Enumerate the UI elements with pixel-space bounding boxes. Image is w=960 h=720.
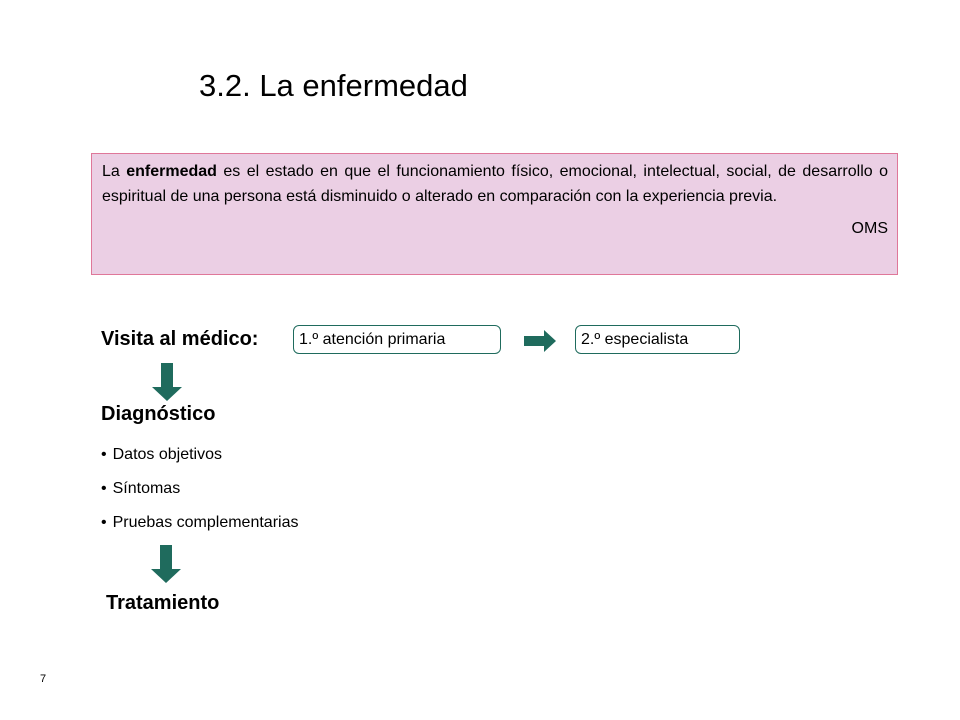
visita-label: Visita al médico: xyxy=(101,328,259,350)
page-number: 7 xyxy=(40,673,47,685)
definition-box xyxy=(91,153,898,275)
definition-source: OMS xyxy=(851,220,888,237)
definition-text xyxy=(102,159,888,209)
bullet: • xyxy=(101,480,107,497)
step-primary-care: 1.º atención primaria xyxy=(293,325,501,354)
diagnostico-title: Diagnóstico xyxy=(101,403,216,425)
list-item xyxy=(101,506,298,540)
step-specialist: 2.º especialista xyxy=(575,325,740,354)
arrow-right-icon xyxy=(524,330,556,352)
list-item-label: Pruebas complementarias xyxy=(112,514,299,531)
tratamiento-title: Tratamiento xyxy=(106,592,220,614)
definition-body: es el estado en que el funcionamiento físico, emocional, intelectual, social, de desarrollo o espiritual de una persona está disminuido o alterado en comparación con la experiencia previa. xyxy=(102,163,888,205)
diagnostico-list xyxy=(101,438,298,540)
arrow-down-icon xyxy=(151,545,181,583)
list-item xyxy=(101,472,298,506)
list-item-label: Datos objetivos xyxy=(112,446,222,463)
bullet: • xyxy=(101,514,107,531)
bullet: • xyxy=(101,446,107,463)
arrow-down-icon xyxy=(152,363,182,401)
list-item-label: Síntomas xyxy=(112,480,181,497)
definition-term: enfermedad xyxy=(126,163,217,180)
slide-title: 3.2. La enfermedad xyxy=(199,68,468,103)
list-item xyxy=(101,438,298,472)
definition-intro: La xyxy=(102,163,127,180)
